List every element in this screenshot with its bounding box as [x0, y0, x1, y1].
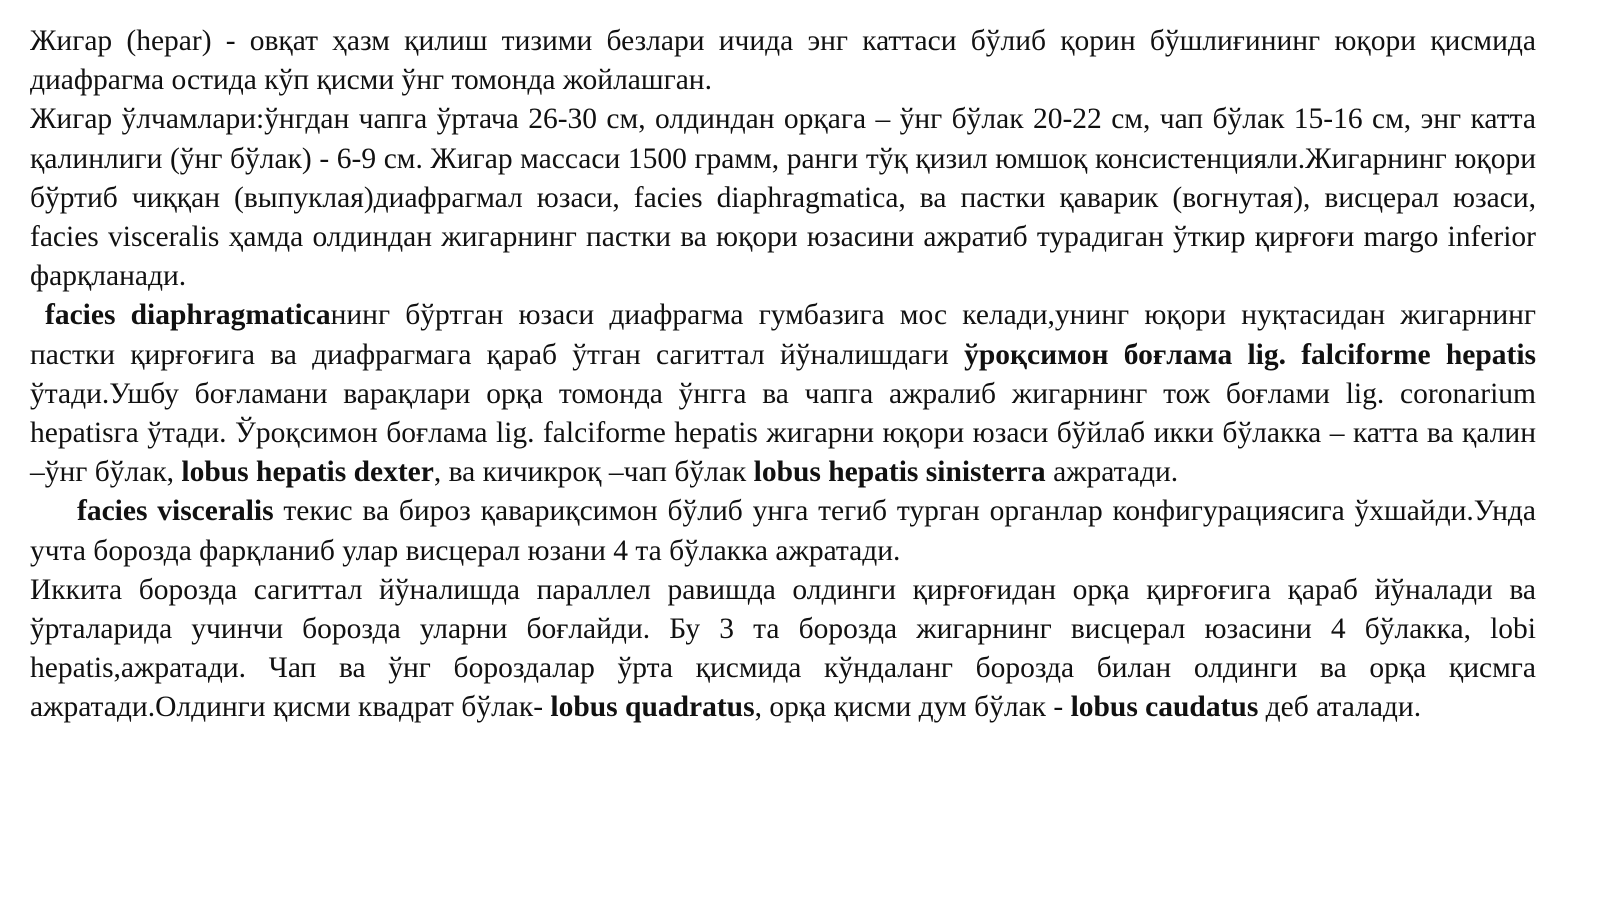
paragraph-dimensions — [30, 100, 1536, 296]
text-segment: Жигар ўлчамлари:ўнгдан чапга ўртача 26-30 см, олдиндан орқага – ўнг бўлак 20-22 см, чап бўлак 15-16 см, энг катта қалинлиги (ўнг бўлак) - 6-9 см. Жигар массаси 1500 грамм, ранги тўқ қизил юмшоқ консистенцияли.Жигарнинг юқори бўртиб чиққан (выпуклая)диафрагмал юзаси, facies diaphragmatica, ва пастки қаварик (вогнутая), висцерал юзаси, facies visceralis ҳамда олдиндан жигарнинг пастки ва юқори юзасини ажратиб турадиган ўткир қирғоғи margo inferior фарқланади. — [30, 103, 1536, 293]
bold-term: ўроқсимон боғлама lig. falciforme hepatis — [964, 338, 1536, 371]
bold-term: facies diaphragmatica — [45, 299, 331, 332]
text-segment: ўтади.Ушбу боғламани варақлари орқа томонда ўнгга ва чапга ажралиб жигарнинг тож боғлами lig. coronarium hepatisга ўтади. Ўроқсимон боғлама lig. falciforme hepatis жигарни юқори юзаси бўйлаб икки бўлакка – катта ва қалин –ўнг бўлак, — [30, 377, 1536, 489]
bold-term: lobus hepatis dexter — [181, 456, 434, 489]
text-segment: , орқа қисми дум бўлак - — [754, 691, 1071, 724]
text-segment: деб аталади. — [1258, 691, 1422, 724]
bold-term: facies visceralis — [77, 495, 274, 528]
paragraph-facies-visceralis — [30, 492, 1536, 570]
bold-term: lobus hepatis sinisterга — [753, 456, 1046, 489]
text-segment: текис ва бироз қавариқсимон бўлиб унга тегиб турган органлар конфигурациясига ўхшайди.Унда учта борозда фарқланиб улар висцерал юзани 4 та бўлакка ажратади. — [30, 495, 1536, 567]
bold-term: lobus caudatus — [1070, 691, 1259, 724]
paragraph-intro — [30, 22, 1536, 100]
text-segment: нинг бўртган юзаси диафрагма гумбазига мос келади,унинг юқори нуқтасидан жигарнинг пастки қирғоғига ва диафрагмага қараб ўтган сагиттал йўналишдаги — [30, 299, 1537, 371]
bold-term: lobus quadratus — [550, 691, 755, 724]
text-segment: ажратади. — [1045, 456, 1179, 489]
text-segment: Жигар (hepar) - овқат ҳазм қилиш тизими безлари ичида энг каттаси бўлиб қорин бўшлиғининг юқори қисмида диафрагма остида кўп қисми ўнг томонда жойлашган. — [30, 25, 1536, 97]
document-body — [30, 22, 1536, 728]
paragraph-facies-diaphragmatica — [30, 296, 1536, 492]
text-segment: , ва кичикроқ –чап бўлак — [433, 456, 754, 489]
paragraph-grooves — [30, 571, 1536, 728]
text-segment: Иккита борозда сагиттал йўналишда параллел равишда олдинги қирғоғидан орқа қирғоғига қараб йўналади ва ўрталарида учинчи борозда уларни боғлайди. Бу 3 та борозда жигарнинг висцерал юзасини 4 бўлакка, lobi hepatis,ажратади. Чап ва ўнг бороздалар ўрта қисмида кўндаланг борозда билан олдинги ва орқа қисмга ажратади.Олдинги қисми квадрат бўлак- — [30, 573, 1536, 724]
